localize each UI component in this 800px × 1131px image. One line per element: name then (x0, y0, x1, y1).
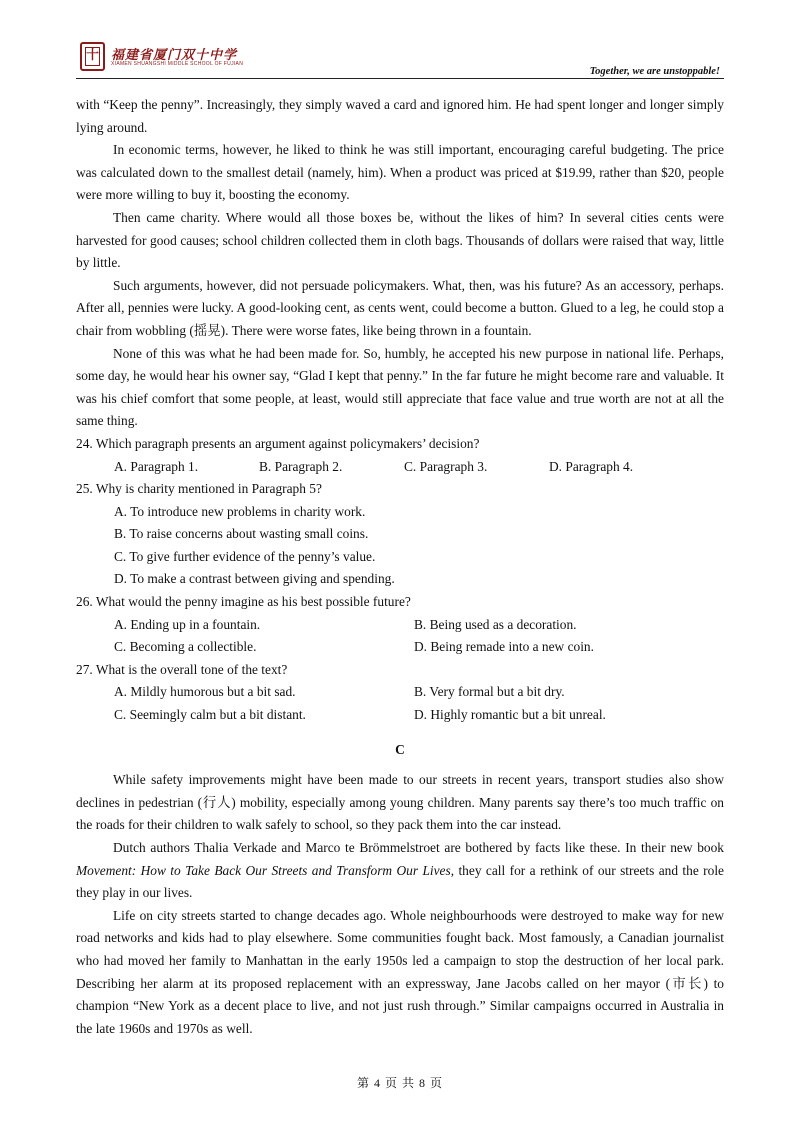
option-a: A. Ending up in a fountain. (114, 616, 261, 632)
option-a: A. To introduce new problems in charity work. (114, 503, 366, 519)
option-c: C. Becoming a collectible. (114, 639, 257, 655)
option-d: D. Highly romantic but a bit unreal. (414, 707, 606, 723)
option-b: B. Paragraph 2. (259, 458, 343, 474)
option-b: B. Being used as a decoration. (414, 616, 577, 632)
paragraph (76, 837, 724, 905)
option-a: A. Paragraph 1. (114, 458, 199, 474)
question-24: 24. Which paragraph presents an argument against policymakers’ decision? (76, 435, 480, 451)
option-c: C. Paragraph 3. (404, 458, 488, 474)
page-header (76, 42, 724, 80)
paragraph-text: , they call for a rethink of our streets and the role they play in our lives. (76, 862, 724, 901)
option-c: C. To give further evidence of the penny’s value. (114, 548, 376, 564)
question-26-options-row1 (76, 614, 724, 637)
question-25: 25. Why is charity mentioned in Paragraph 5? (76, 481, 322, 497)
school-name: 福建省厦门双十中学 (111, 47, 238, 62)
header-divider (76, 78, 724, 79)
school-logo: 十 (80, 42, 105, 71)
paragraph: In economic terms, however, he liked to think he was still important, encouraging careful budgeting. The price was calculated down to the smallest detail (namely, him). When a product was priced at $19.99, rather than $20, people were more willing to buy it, boosting the economy. (76, 142, 724, 203)
page-content (76, 94, 724, 1040)
option-d: D. To make a contrast between giving and spending. (114, 571, 395, 587)
page-number: 第 4 页 共 8 页 (356, 1076, 443, 1090)
paragraph: Life on city streets started to change decades ago. Whole neighbourhoods were destroyed to make way for new road networks and kids had to play elsewhere. Some communities fought back. Most famously, a Canadian journalist who had moved her family to Manhattan in the early 1950s led a campaign to stop the destruction of her local park. Describing her alarm at its proposed replacement with an expressway, Jane Jacobs called on her mayor (市长) to champion “New York as a decent place to live, and not just rush through.” Similar campaigns occurred in Australia in the late 1960s and 1970s as well. (76, 907, 724, 1036)
paragraph: Then came charity. Where would all those boxes be, without the likes of him? In several cities cents were harvested for good causes; school children collected them in cloth bags. Thousands of dollars were raised that way, little by little. (76, 209, 724, 271)
option-d: D. Paragraph 4. (549, 458, 634, 474)
paragraph: While safety improvements might have been made to our streets in recent years, transport studies also show declines in pedestrian (行人) mobility, especially among young children. Many parents say there’s too much traffic on the roads for their children to walk safely to school, so they pack them into the car instead. (76, 772, 724, 833)
option-a: A. Mildly humorous but a bit sad. (114, 684, 296, 700)
question-27: 27. What is the overall tone of the text? (76, 661, 288, 677)
paragraph: with “Keep the penny”. Increasingly, they simply waved a card and ignored him. He had spent longer and longer simply lying around. (76, 97, 724, 135)
option-d: D. Being remade into a new coin. (414, 639, 594, 655)
option-c: C. Seemingly calm but a bit distant. (114, 707, 306, 723)
paragraph: Such arguments, however, did not persuade policymakers. What, then, was his future? As an accessory, perhaps. After all, pennies were lucky. A good-looking cent, as cents went, could become a button. Glued to a leg, he could stop a chair from wobbling (摇晃). There were worse fates, like being thrown in a fountain. (76, 277, 724, 338)
paragraph: None of this was what he had been made for. So, humbly, he accepted his new purpose in national life. Perhaps, some day, he would hear his owner say, “Glad I kept that penny.” In the far future he might become rare and valuable. It was his chief comfort that some people, at least, would still appreciate that face value and true worth are not at all the same thing. (76, 345, 724, 429)
section-heading: C (395, 741, 405, 757)
school-motto: Together, we are unstoppable! (589, 66, 720, 77)
paragraph-text: Dutch authors Thalia Verkade and Marco te Brömmelstroet are bothered by facts like these. In their new book (113, 840, 724, 855)
question-26-options-row2 (76, 636, 724, 659)
option-b: B. To raise concerns about wasting small coins. (114, 526, 369, 542)
question-24-options (76, 456, 724, 479)
book-title: Movement: How to Take Back Our Streets and Transform Our Lives (76, 862, 451, 878)
school-name-english: XIAMEN SHUANGSHI MIDDLE SCHOOL OF FUJIAN (111, 61, 244, 67)
option-b: B. Very formal but a bit dry. (414, 684, 565, 700)
question-27-options-row2 (76, 704, 724, 727)
question-27-options-row1 (76, 681, 724, 704)
question-26: 26. What would the penny imagine as his best possible future? (76, 594, 411, 610)
